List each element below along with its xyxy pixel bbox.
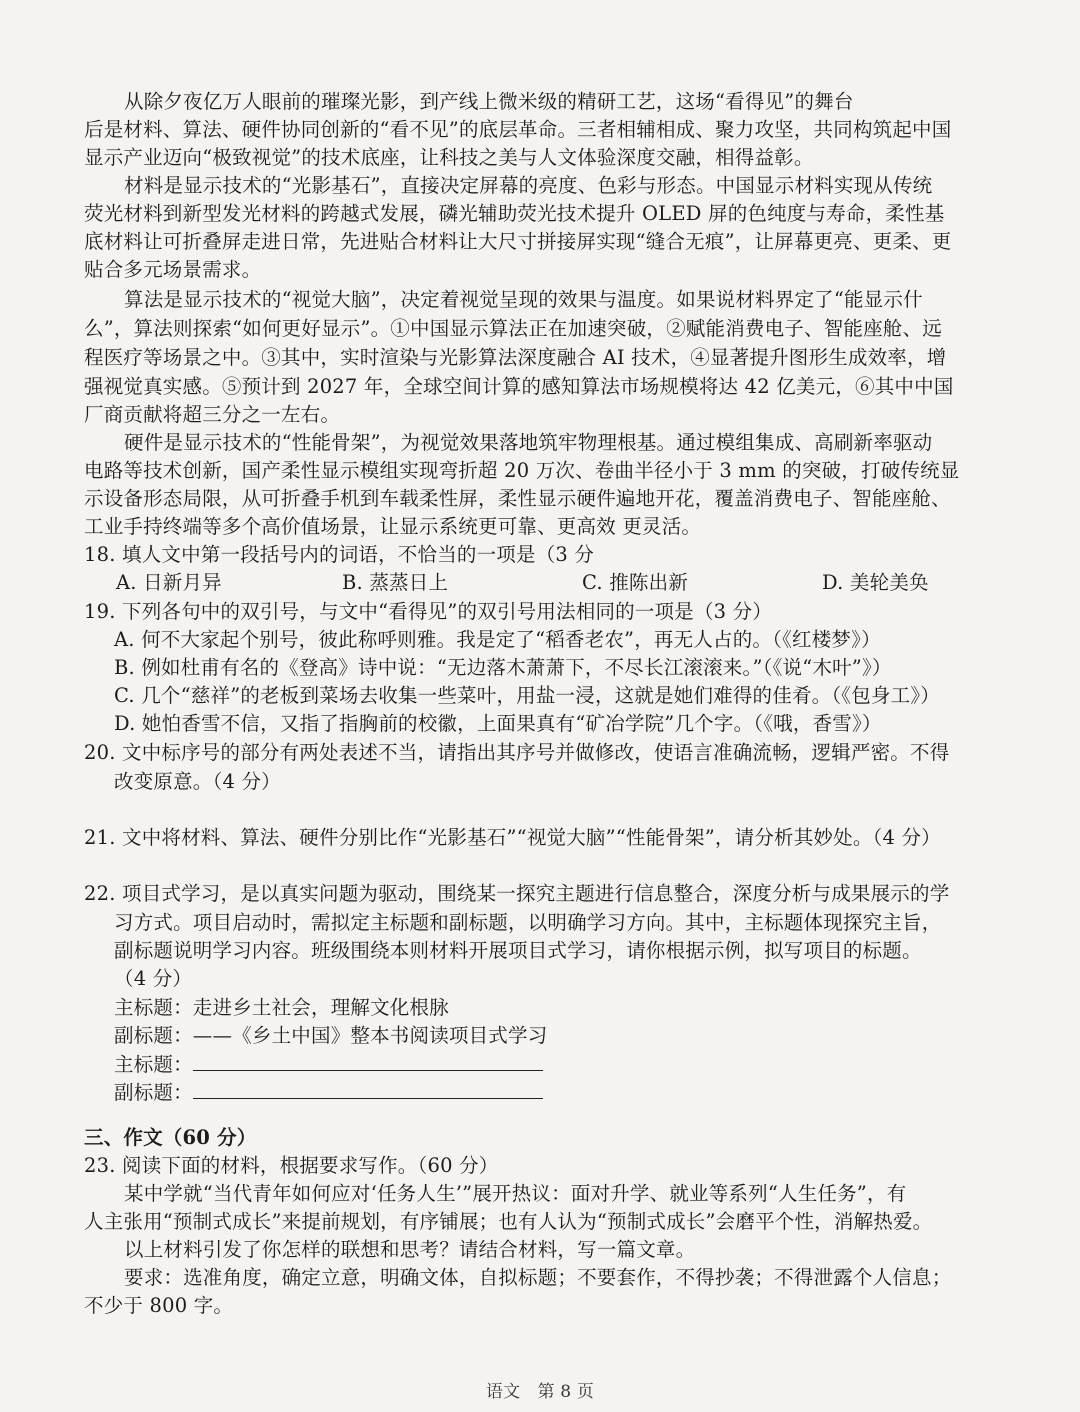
passage-p3-line: 强视觉真实感。⑤预计到 2027 年，全球空间计算的感知算法市场规模将达 42 亿美元，⑥其中中国 <box>84 375 954 398</box>
q22-answer-sub <box>114 1078 543 1107</box>
q18-option-c: C. 推陈出新 <box>582 571 689 594</box>
answer-blank-main[interactable] <box>193 1050 543 1071</box>
passage-p1-line: 后是材料、算法、硬件协同创新的“看不见”的底层革命。三者相辅相成、聚力攻坚，共同构筑起中国 <box>84 118 952 141</box>
passage-p4-line: 电路等技术创新，国产柔性显示模组实现弯折超 20 万次、卷曲半径小于 3 mm 的突破，打破传统显 <box>84 459 960 482</box>
q23-requirement-line: 要求：选准角度，确定立意，明确文体，自拟标题；不要套作，不得抄袭；不得泄露个人信息； <box>124 1266 952 1289</box>
passage-p4-line: 示设备形态局限，从可折叠手机到车载柔性屏，柔性显示硬件遍地开花，覆盖消费电子、智能座舱、 <box>84 487 951 510</box>
q18-option-b: B. 蒸蒸日上 <box>342 571 449 594</box>
q23-stem: 23. 阅读下面的材料，根据要求写作。（60 分） <box>84 1154 499 1177</box>
passage-p2-line: 贴合多元场景需求。 <box>84 258 262 281</box>
q19-option-c: C. 几个“慈祥”的老板到菜场去收集一些菜叶，用盐一浸，这就是她们难得的佳肴。（《包身工》） <box>114 684 941 707</box>
q19-option-a: A. 何不大家起个别号，彼此称呼则雅。我是定了“稻香老农”，再无人占的。（《红楼梦》） <box>114 628 881 651</box>
q22-line: 副标题说明学习内容。班级围绕本则材料开展项目式学习，请你根据示例，拟写项目的标题。 <box>114 939 922 962</box>
passage-p4-line: 工业手持终端等多个高价值场景，让显示系统更可靠、更高效 更灵活。 <box>84 515 702 538</box>
q22-answer-sub-label: 副标题： <box>114 1081 193 1104</box>
q23-prompt: 以上材料引发了你怎样的联想和思考？请结合材料，写一篇文章。 <box>124 1238 696 1261</box>
passage-p2-line: 材料是显示技术的“光影基石”，直接决定屏幕的亮度、色彩与形态。中国显示材料实现从传统 <box>124 174 933 197</box>
passage-p3-line: 程医疗等场景之中。③其中，实时渲染与光影算法深度融合 AI 技术，④显著提升图形生成效率，增 <box>84 346 947 369</box>
q20-line: 改变原意。（4 分） <box>114 770 281 793</box>
passage-p1-line: 显示产业迈向“极致视觉”的技术底座，让科技之美与人文体验深度交融，相得益彰。 <box>84 146 814 169</box>
q18-option-d: D. 美轮美奂 <box>822 571 929 594</box>
q23-material-line: 某中学就“当代青年如何应对‘任务人生’”展开热议：面对升学、就业等系列“人生任务”，有 <box>124 1182 907 1205</box>
passage-p3-line: 算法是显示技术的“视觉大脑”，决定着视觉呈现的效果与温度。如果说材料界定了“能显示什 <box>124 288 923 311</box>
q22-line: 习方式。项目启动时，需拟定主标题和副标题，以明确学习方向。其中，主标题体现探究主旨， <box>114 911 942 934</box>
passage-p4-line: 硬件是显示技术的“性能骨架”，为视觉效果落地筑牢物理根基。通过模组集成、高刷新率驱动 <box>124 431 933 454</box>
q19-option-b: B. 例如杜甫有名的《登高》诗中说：“无边落木萧萧下，不尽长江滚滚来。”（《说“木叶”》） <box>114 656 892 679</box>
q22-example-sub: 副标题：——《乡土中国》整本书阅读项目式学习 <box>114 1024 548 1047</box>
q19-option-d: D. 她怕香雪不信，又指了指胸前的校徽，上面果真有“矿冶学院”几个字。（《哦，香雪》） <box>114 712 882 735</box>
section-heading: 三、作文（60 分） <box>84 1126 257 1149</box>
q22-line: （4 分） <box>114 967 193 990</box>
q19-stem: 19. 下列各句中的双引号，与文中“看得见”的双引号用法相同的一项是（3 分） <box>84 600 773 623</box>
q21-line: 21. 文中将材料、算法、硬件分别比作“光影基石”“视觉大脑”“性能骨架”，请分析其妙处。（4 分） <box>84 826 941 849</box>
q18-option-a: A. 日新月异 <box>116 571 222 594</box>
passage-p3-line: 厂商贡献将超三分之一左右。 <box>84 403 341 426</box>
passage-p2-line: 底材料让可折叠屏走进日常，先进贴合材料让大尺寸拼接屏实现“缝合无痕”，让屏幕更亮、更柔、更 <box>84 230 952 253</box>
page-footer: 语文 第 8 页 <box>485 1382 595 1402</box>
passage-p2-line: 荧光材料到新型发光材料的跨越式发展，磷光辅助荧光技术提升 OLED 屏的色纯度与寿命，柔性基 <box>84 202 945 225</box>
q18-stem: 18. 填人文中第一段括号内的词语，不恰当的一项是（3 分 <box>84 543 595 566</box>
passage-p1-line: 从除夕夜亿万人眼前的璀璨光影，到产线上微米级的精研工艺，这场“看得见”的舞台 <box>124 90 854 113</box>
passage-p3-line: 么”，算法则探索“如何更好显示”。①中国显示算法正在加速突破，②赋能消费电子、智能座舱、远 <box>84 317 942 340</box>
q23-material-line: 人主张用“预制式成长”来提前规划，有序铺展；也有人认为“预制式成长”会磨平个性，消解热爱。 <box>84 1210 933 1233</box>
q22-line: 22. 项目式学习，是以真实问题为驱动，围绕某一探究主题进行信息整合，深度分析与成果展示的学 <box>84 882 950 905</box>
q22-answer-main <box>114 1050 543 1079</box>
q22-answer-main-label: 主标题： <box>114 1053 193 1076</box>
q23-requirement-line: 不少于 800 字。 <box>84 1294 234 1317</box>
q22-example-main: 主标题：走进乡土社会，理解文化根脉 <box>114 996 449 1019</box>
q20-line: 20. 文中标序号的部分有两处表述不当，请指出其序号并做修改，使语言准确流畅，逻辑严密。不得 <box>84 741 950 764</box>
answer-blank-sub[interactable] <box>193 1078 543 1099</box>
